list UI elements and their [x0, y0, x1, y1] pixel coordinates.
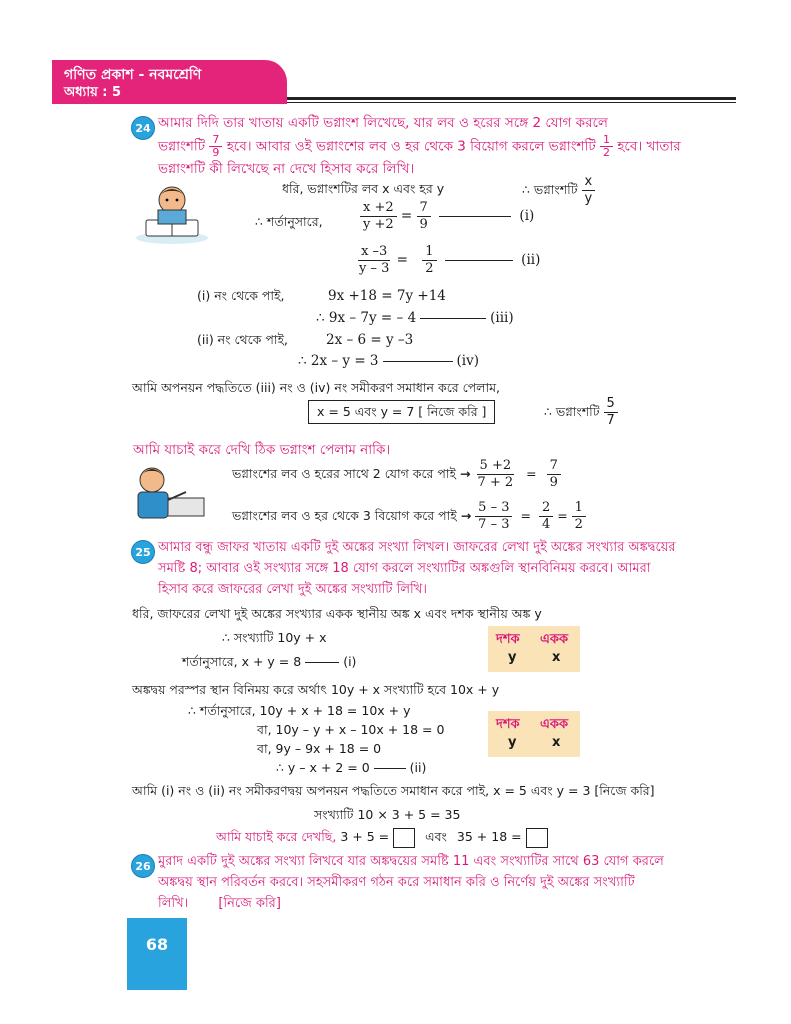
- p25-number-is: ∴ সংখ্যাটি 10y + x: [222, 630, 327, 645]
- problem-26-text: [158, 851, 718, 914]
- p25-condition: শর্তানুসারে, x + y = 8 (i): [182, 654, 357, 669]
- fraction-1-2: $\frac{1}{2}$: [600, 134, 613, 159]
- p25-verify: আমি যাচাই করে দেখছি, 3 + 5 = এবং 35 + 18 =: [216, 827, 548, 848]
- equation-iv: ∴ 2x – y = 3 (iv): [298, 353, 480, 369]
- problem-26-line2: অঙ্কদ্বয় স্থান পরিবর্তন করবে। সহসমীকরণ গঠন করে সমাধান করি ও নির্ণেয় দুই অঙ্কের সংখ্যাটি: [158, 875, 635, 890]
- header-rule-thin: [287, 102, 736, 103]
- problem-24-text: [158, 113, 718, 180]
- result-box: x = 5 এবং y = 7 [ নিজে করি ]: [308, 400, 495, 424]
- self-do-note: [নিজে করি]: [218, 896, 281, 911]
- verify-title: আমি যাচাই করে দেখি ঠিক ভগ্নাংশ পেলাম নাকি।: [133, 442, 391, 458]
- from-i-label: (i) নং থেকে পাই,: [197, 288, 285, 303]
- place-value-table-2: [488, 711, 580, 757]
- tens-value: y: [508, 735, 517, 750]
- problem-24-line3: ভগ্নাংশটি কী লিখেছে না দেখে হিসাব করে লিখি।: [158, 161, 415, 177]
- student-writing-illustration: [124, 462, 210, 526]
- equation-step-1: 9x +18 = 7y +14: [328, 288, 446, 304]
- solve-statement: আমি অপনয়ন পদ্ধতিতে (iii) নং ও (iv) নং সমীকরণ সমাধান করে পেলাম,: [132, 380, 501, 395]
- p25-step-3: বা, 9y – 9x + 18 = 0: [257, 741, 382, 756]
- verify-line-1: ভগ্নাংশের লব ও হরের সাথে 2 যোগ করে পাই → $\frac{5 +2}{7 + 2}$ = $\frac{7}{9}$: [232, 458, 561, 491]
- answer-box-2[interactable]: [526, 828, 548, 848]
- problem-25-text: [158, 537, 718, 600]
- header-rule: [287, 97, 736, 100]
- fraction-x-y: $\frac{x}{y}$: [582, 174, 596, 207]
- arrow-right-icon: →: [460, 466, 471, 481]
- arrow-right-icon: →: [460, 508, 472, 523]
- chapter-header-tab: [52, 60, 287, 104]
- header-ones: একক: [540, 632, 569, 647]
- result-fraction: ∴ ভগ্নাংশটি $\frac{5}{7}$: [544, 396, 618, 429]
- book-title: গণিত প্রকাশ - নবমশ্রেণি: [64, 67, 202, 83]
- p25-let: ধরি, জাফরের লেখা দুই অঙ্কের সংখ্যার একক স্থানীয় অঙ্ক x এবং দশক স্থানীয় অঙ্ক y: [132, 606, 542, 621]
- header-tens: দশক: [496, 717, 520, 732]
- ones-value: x: [552, 735, 561, 750]
- page-number: 68: [145, 935, 169, 954]
- answer-box-1[interactable]: [393, 828, 415, 848]
- verify-line-2: ভগ্নাংশের লব ও হর থেকে 3 বিয়োগ করে পাই → $\frac{5 - 3}{7 - 3}$ = $\frac{2}{4}$ = $\frac{1}{2}$: [232, 500, 586, 533]
- student-reading-illustration: [132, 180, 212, 246]
- condition-label: ∴ শর্তানুসারে,: [255, 214, 323, 229]
- p25-swap: অঙ্কদ্বয় পরস্পর স্থান বিনিময় করে অর্থাৎ 10y + x সংখ্যাটি হবে 10x + y: [132, 682, 500, 697]
- equation-ii: $\frac{x -3}{y - 3}$ = $\frac{1}{2}$ (ii): [359, 244, 541, 276]
- let-statement: ধরি, ভগ্নাংশটির লব x এবং হর y: [282, 181, 445, 196]
- fraction-label: ∴ ভগ্নাংশটি $\frac{x}{y}$: [522, 174, 595, 207]
- p25-step-2: বা, 10y – y + x – 10x + 18 = 0: [257, 722, 445, 737]
- problem-24-line2: ভগ্নাংশটি $\frac{7}{9}$ হবে। আবার ওই ভগ্নাংশের লব ও হর থেকে 3 বিয়োগ করলে ভগ্নাংশটি $\frac{1}{2}$ হবে। খাতার: [158, 133, 681, 159]
- problem-26-line3: লিখি।: [158, 896, 189, 911]
- equation-iii: ∴ 9x – 7y = – 4 (iii): [316, 310, 514, 326]
- problem-24-line1: আমার দিদি তার খাতায় একটি ভগ্নাংশ লিখেছে, যার লব ও হরের সঙ্গে 2 যোগ করলে: [158, 115, 608, 131]
- p25-number-value: সংখ্যাটি 10 × 3 + 5 = 35: [314, 807, 461, 822]
- p25-solve: আমি (i) নং ও (ii) নং সমীকরণদ্বয় অপনয়ন পদ্ধতিতে সমাধান করে পাই, x = 5 এবং y = 3 [নিজে করি]: [132, 783, 655, 798]
- equation-step-2: 2x – 6 = y –3: [326, 332, 414, 348]
- chapter-label: অধ্যায় : 5: [64, 85, 122, 100]
- p25-step-1: ∴ শর্তানুসারে, 10y + x + 18 = 10x + y: [188, 703, 411, 718]
- p25-step-4: ∴ y – x + 2 = 0 (ii): [276, 760, 427, 775]
- problem-25-line2: সমষ্টি 8; আবার ওই সংখ্যার সঙ্গে 18 যোগ করলে সংখ্যাটির অঙ্কগুলি স্থানবিনিময় করবে। আমরা: [158, 561, 651, 576]
- problem-25-line3: হিসাব করে জাফরের লেখা দুই অঙ্কের সংখ্যাটি লিখি।: [158, 582, 427, 597]
- page-number-tab: [127, 918, 187, 990]
- equation-i: $\frac{x +2}{y +2}$ = $\frac{7}{9}$ (i): [360, 200, 534, 233]
- fraction-7-9: $\frac{7}{9}$: [209, 134, 222, 159]
- problem-25-line1: আমার বন্ধু জাফর খাতায় একটি দুই অঙ্কের সংখ্যা লিখল। জাফরের লেখা দুই অঙ্কের সংখ্যার অঙ্কদ্বয়ের: [158, 540, 676, 555]
- problem-number-24: 24: [131, 116, 155, 140]
- tens-value: y: [508, 650, 517, 665]
- problem-26-line1: মুরাদ একটি দুই অঙ্কের সংখ্যা লিখবে যার অঙ্কদ্বয়ের সমষ্টি 11 এবং সংখ্যাটির সাথে 63 যোগ করলে: [158, 854, 664, 869]
- ones-value: x: [552, 650, 561, 665]
- header-ones: একক: [540, 717, 569, 732]
- problem-number-25: 25: [131, 540, 155, 564]
- place-value-table-1: [488, 626, 580, 672]
- from-ii-label: (ii) নং থেকে পাই,: [197, 332, 288, 347]
- header-tens: দশক: [496, 632, 520, 647]
- problem-number-26: 26: [131, 854, 155, 878]
